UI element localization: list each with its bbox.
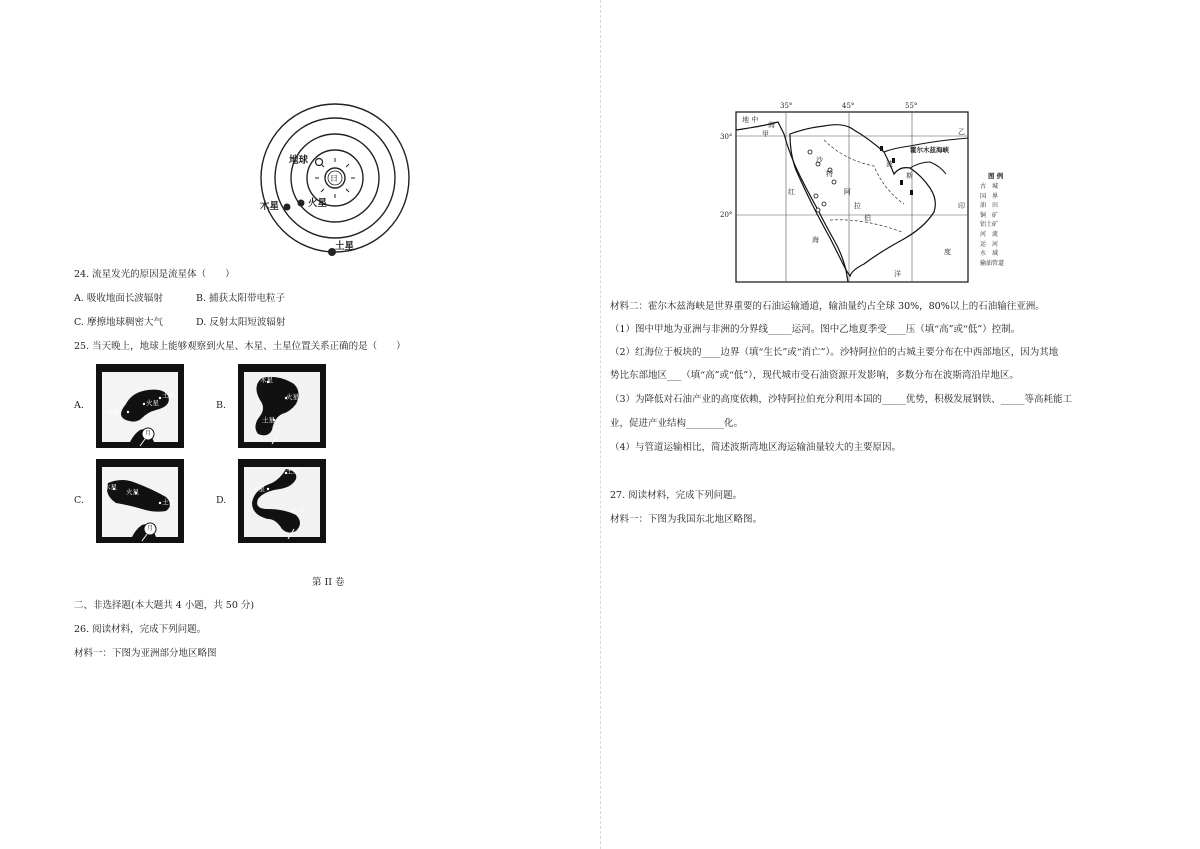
lon-45: 45°	[842, 102, 855, 110]
q25-sky-d	[238, 459, 326, 543]
q25-letter-c: C.	[74, 495, 84, 506]
label-te: 特	[826, 170, 833, 178]
q27-material1: 材料一：下图为我国东北地区略图。	[610, 514, 763, 525]
q25-sky-a	[96, 364, 184, 448]
sky-b-saturn: 木星	[260, 376, 273, 384]
sky-a-moon: 月	[145, 430, 152, 437]
map-legend	[980, 170, 1032, 268]
q25-sky-c	[96, 459, 184, 543]
sky-c-mars: 火星	[126, 488, 139, 496]
legend-item-copper: 铜 矿	[980, 211, 999, 219]
sky-d-mars: 火星	[292, 506, 305, 514]
part2-title: 第 II 卷	[312, 577, 345, 588]
sky-b-mars: 火星	[286, 393, 299, 401]
legend-item-oilfield: 油 田	[980, 202, 999, 210]
sun-label: 日	[330, 174, 338, 183]
label-hong: 红	[788, 188, 795, 196]
q25-letter-d: D.	[216, 495, 227, 506]
q25-letter-b: B.	[216, 400, 227, 411]
lat-30: 30°	[720, 133, 733, 141]
sky-c-jupiter: 木星	[104, 483, 117, 491]
q26-part2-line1: （2）红海位于板块的____边界（填“生长”或“消亡”）。沙特阿拉伯的古城主要分布在中西部地区，因为其地	[610, 347, 1059, 358]
saturn-label: 土星	[335, 241, 355, 252]
earth-label: 地球	[289, 155, 309, 166]
mars-label: 火星	[308, 198, 328, 209]
label-yin: 印	[958, 202, 965, 210]
label-a: 阿	[844, 188, 851, 196]
label-sea: 海	[768, 121, 775, 129]
legend-item-water: 水 域	[980, 250, 999, 258]
lat-20: 20°	[720, 211, 733, 219]
sky-c-moon: 月	[147, 525, 154, 532]
q26-part3-line2: 业，促进产业结构________化。	[610, 418, 744, 429]
q24-option-a: A. 吸收地面长波辐射	[74, 293, 163, 304]
q26-part4: （4）与管道运输相比，简述波斯湾地区海运输油量较大的主要原因。	[610, 442, 902, 453]
legend-item-river: 河 流	[980, 230, 999, 238]
right-page	[600, 0, 1200, 849]
q27-stem: 27. 阅读材料，完成下列问题。	[610, 490, 743, 501]
label-hai: 海	[812, 236, 819, 244]
label-hormuz: 霍尔木兹海峡	[910, 146, 949, 154]
label-bo2: 波	[886, 160, 893, 168]
sky-a-mars: 火星	[146, 399, 159, 407]
sky-d-saturn: 土星	[286, 467, 299, 475]
solar-orbit-diagram	[255, 100, 415, 260]
sky-b-jupiter: 土星	[262, 416, 275, 424]
q24-option-b: B. 捕获太阳带电粒子	[196, 293, 286, 304]
section2-heading: 二、非选择题(本大题共 4 小题，共 50 分)	[74, 600, 255, 611]
legend-item-pipeline: 输油管道	[980, 259, 1005, 267]
label-jia: 甲	[762, 130, 769, 138]
sky-c-saturn: 土星	[162, 498, 175, 506]
q25-sky-b	[238, 364, 326, 448]
label-la: 拉	[854, 202, 861, 210]
label-du: 度	[944, 248, 951, 256]
legend-item-city: 古 城	[980, 183, 999, 190]
label-bo: 伯	[864, 214, 871, 222]
sky-a-jupiter: 木星	[106, 408, 119, 416]
lon-55: 55°	[905, 102, 918, 110]
jupiter-label: 木星	[260, 201, 280, 212]
q25-letter-a: A.	[74, 400, 84, 411]
label-sha: 沙	[816, 156, 823, 164]
arabia-map	[720, 100, 1034, 290]
legend-item-canal: 运 河	[980, 240, 999, 248]
q24-option-c: C. 摩擦地球稠密大气	[74, 317, 163, 328]
legend-item-border: 国 界	[980, 192, 999, 200]
q26-part1: （1）图中甲地为亚洲与非洲的分界线_____运河。图中乙地夏季受____压（填“高”或“低”）控制。	[610, 324, 1021, 335]
label-si: 斯	[906, 172, 913, 180]
q26-part2-line2: 势比东部地区___（填“高”或“低”），现代城市受石油资源开发影响，多数分布在波斯湾沿岸地区。	[610, 370, 1019, 381]
sky-a-saturn: 土星	[162, 391, 175, 399]
q25-stem: 25. 当天晚上，地球上能够观察到火星、木星、土星位置关系正确的是（ ）	[74, 341, 406, 352]
lon-35: 35°	[780, 102, 793, 110]
legend-title: 图 例	[988, 172, 1004, 180]
label-yang: 洋	[894, 270, 901, 278]
material2-text: 材料二：霍尔木兹海峡是世界重要的石油运输通道，输油量约占全球 30%，80%以上的石油输往亚洲。	[610, 301, 1045, 312]
label-med: 地 中	[742, 116, 759, 124]
q26-stem: 26. 阅读材料，完成下列问题。	[74, 624, 207, 635]
q24-stem: 24. 流星发光的原因是流星体（ ）	[74, 269, 235, 280]
label-yi: 乙	[958, 128, 965, 136]
legend-item-bauxite: 铝土矿	[980, 221, 999, 229]
sky-d-jupiter: 木星	[252, 485, 265, 493]
q26-part3-line1: （3）为降低对石油产业的高度依赖，沙特阿拉伯充分利用本国的_____优势，积极发展钢铁、_____等高耗能工	[610, 394, 1073, 405]
material1-caption: 材料一：下图为亚洲部分地区略图	[74, 648, 217, 659]
q24-option-d: D. 反射太阳短波辐射	[196, 317, 286, 328]
